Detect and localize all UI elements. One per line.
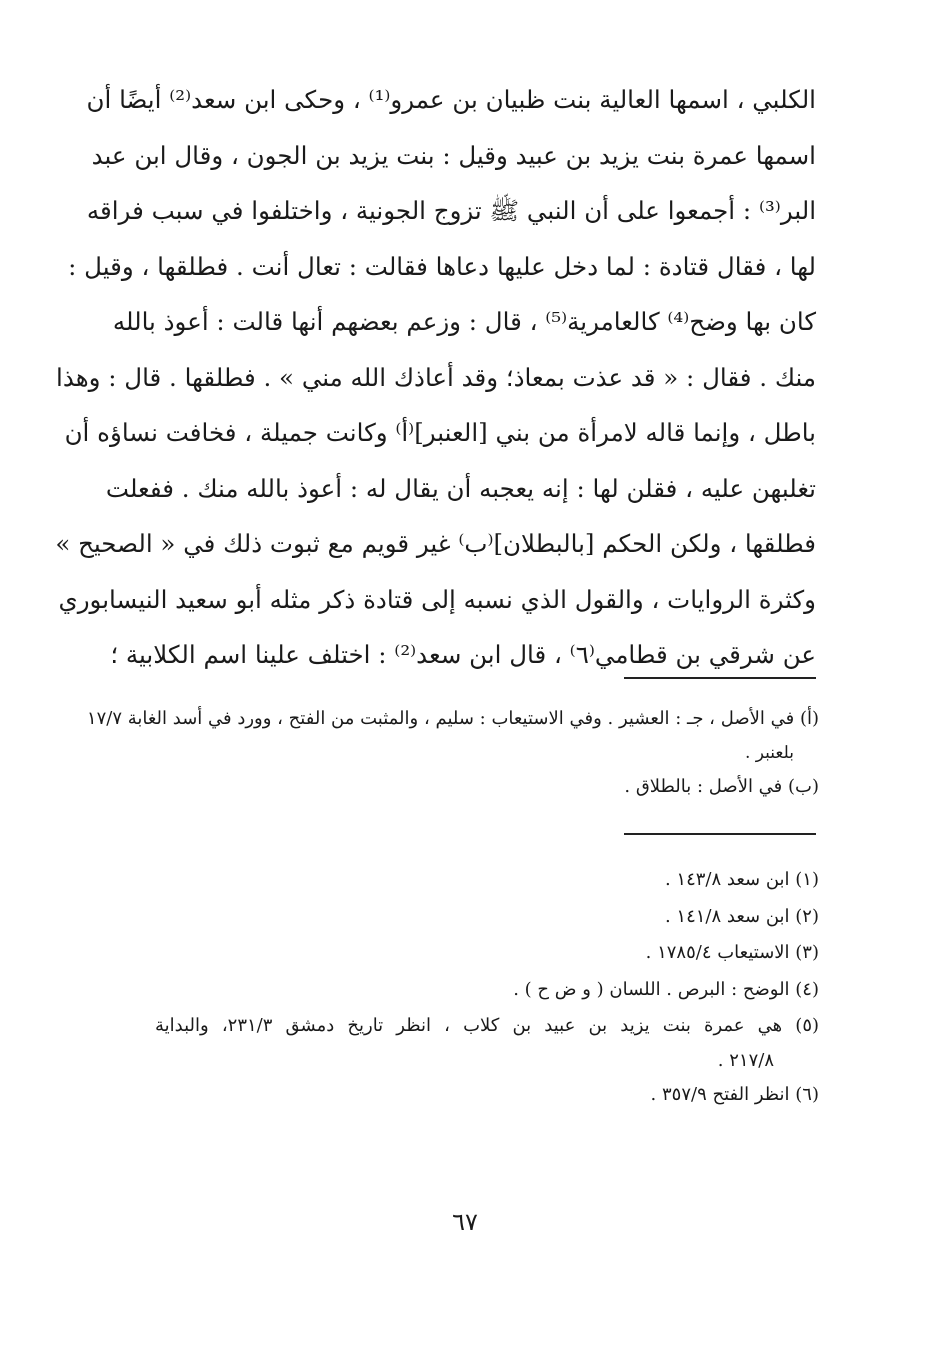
body-line: تغلبهن عليه ، فقلن لها : إنه يعجبه أن يقال له : أعوذ بالله منك . ففعلت [105, 473, 816, 503]
numbered-footnote: (١) ابن سعد ١٤٣/٨ . [664, 869, 819, 890]
body-line: اسمها عمرة بنت يزيد بن عبيد وقيل : بنت يزيد بن الجون ، وقال ابن عبد [91, 140, 816, 170]
footnote-divider-numbered [624, 833, 816, 835]
main-text-block [55, 72, 816, 683]
numbered-footnotes [155, 862, 819, 1113]
numbered-footnote-continuation: ٢١٧/٨ . [717, 1049, 774, 1071]
body-line: البر⁽³⁾ : أجمعوا على أن النبي ﷺ تزوج الجونية ، واختلفوا في سبب فراقه [86, 196, 816, 225]
numbered-footnote: (٤) الوضح : البرص . اللسان ( و ض ح ) . [513, 978, 819, 1000]
body-line: عن شرقي بن قطامي⁽٦⁾ ، قال ابن سعد⁽²⁾ : اختلف علينا اسم الكلابية ؛ [110, 640, 816, 669]
numbered-footnote: (٢) ابن سعد ١٤١/٨ . [664, 905, 819, 927]
body-line: وكثرة الروايات ، والقول الذي نسبه إلى قتادة ذكر مثله أبو سعيد النيسابوري [58, 584, 816, 614]
lettered-footnote: (ب) في الأصل : بالطلاق . [624, 776, 819, 797]
body-line: لها ، فقال قتادة : لما دخل عليها دعاها فقالت : تعال أنت . فطلقها ، وقيل : [68, 251, 816, 281]
body-line: الكلبي ، اسمها العالية بنت ظبيان بن عمرو⁽¹⁾ ، وحكى ابن سعد⁽²⁾ أيضًا أن [86, 85, 816, 114]
lettered-footnote: (أ) في الأصل ، جـ : العشير . وفي الاستيعاب : سليم ، والمثبت من الفتح ، وورد في أسد الغابة ١٧/٧ [86, 708, 819, 729]
numbered-footnote: (٣) الاستيعاب ١٧٨٥/٤ . [645, 942, 819, 963]
body-line: منك . فقال : « قد عذت بمعاذ؛ وقد أعاذك الله مني » . فطلقها . قال : وهذا [56, 362, 816, 392]
lettered-footnotes [86, 702, 819, 804]
body-line: كان بها وضح⁽⁴⁾ كالعامرية⁽⁵⁾ ، قال : وزعم بعضهم أنها قالت : أعوذ بالله [112, 307, 816, 336]
page-number: ٦٧ [452, 1208, 478, 1236]
body-line: باطل ، وإنما قاله لامرأة من بني [العنبر]⁽أ⁾ وكانت جميلة ، فخافت نساؤه أن [64, 418, 816, 447]
numbered-footnote: (٦) انظر الفتح ٣٥٧/٩ . [650, 1083, 819, 1105]
body-line: فطلقها ، ولكن الحكم [بالبطلان]⁽ب⁾ غير قويم مع ثبوت ذلك في « الصحيح » [55, 529, 816, 558]
numbered-footnote: (٥) هي عمرة بنت يزيد بن عبيد بن كلاب ، انظر تاريخ دمشق ٢٣١/٣، والبداية [155, 1015, 820, 1036]
footnote-divider-lettered [624, 677, 816, 679]
lettered-footnote-continuation: بلعنبر . [744, 743, 794, 763]
